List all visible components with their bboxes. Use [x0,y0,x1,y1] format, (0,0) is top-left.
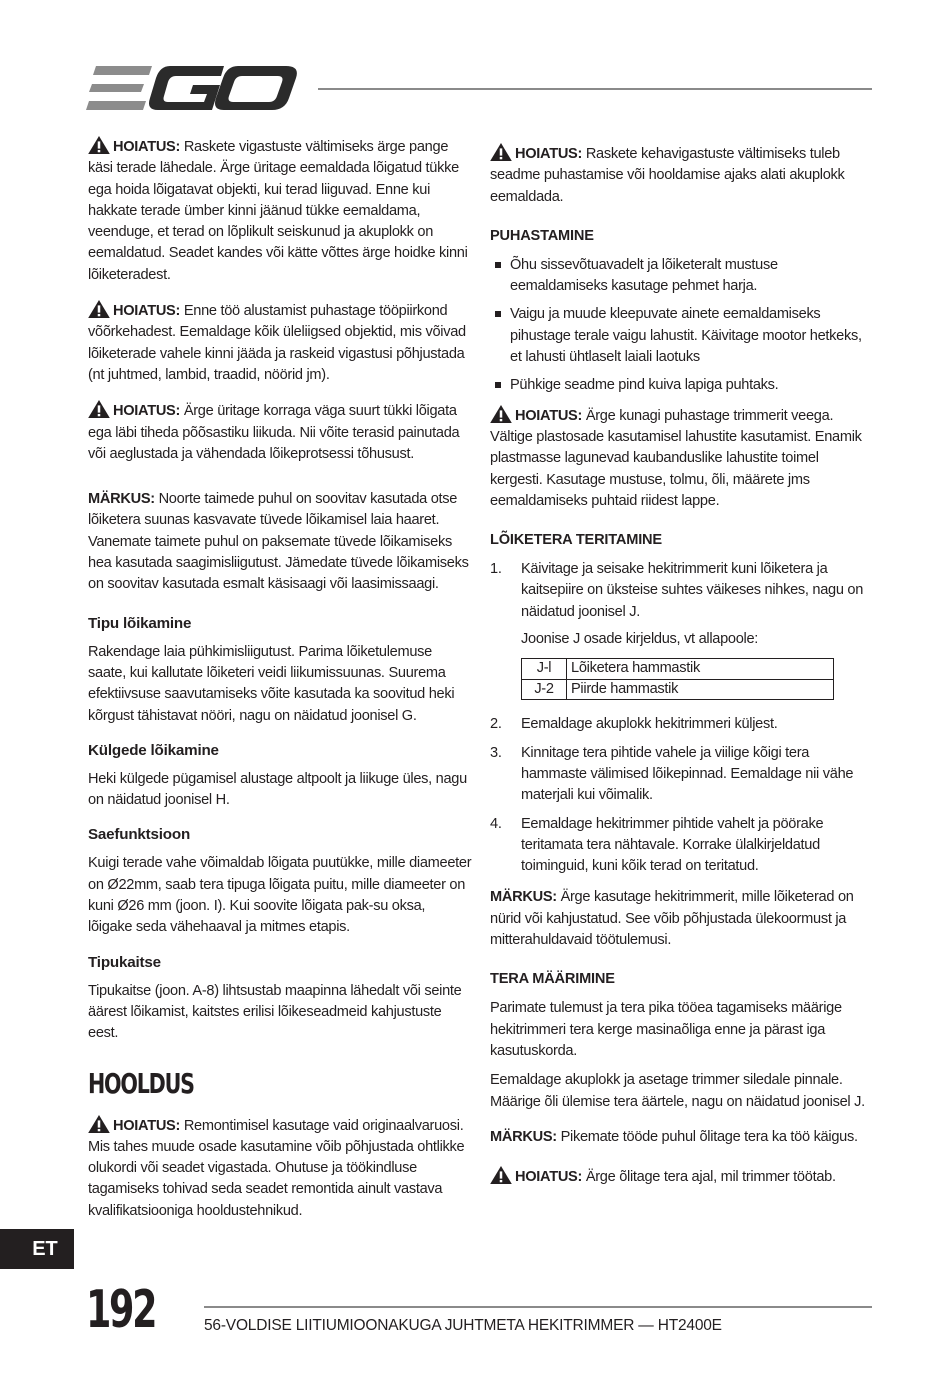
table-cell: Piirde hammastik [567,679,834,700]
warning-remove-hands [88,136,472,286]
note-label: MÄRKUS: [490,889,557,906]
page-number: 192 [86,1280,156,1340]
side-cutting-heading: Külgede lõikamine [88,741,219,759]
warning-label: HOIATUS: [515,407,583,424]
right-column [490,143,874,1202]
warning-triangle-icon [490,143,512,161]
warning-triangle-icon [88,400,110,418]
tip-cutting-heading: Tipu lõikamine [88,614,192,632]
lubrication-text-2: Eemaldage akuplokk ja asetage trimmer siledale pinnale. Määrige õli ülemise tera äärtele, nagu on näidatud joonisel J. [490,1072,865,1110]
warning-label: HOIATUS: [113,139,181,155]
table-row [522,679,834,700]
step-text: Eemaldage akuplokk hekitrimmeri küljest. [521,716,778,733]
cleaning-heading: PUHASTAMINE [490,227,594,244]
table-cell: J-2 [522,679,567,700]
note-label: MÄRKUS: [490,1128,557,1145]
step-subtext: Joonise J osade kirjeldus, vt allapoole: [521,631,759,648]
saw-function-text: Kuigi terade vahe võimaldab lõigata puutükke, mille diameeter on Ø22mm, saab tera tipuga lõigata puitu, mille diameeter on kuni Ø26 mm (joon. I). Kui soovite lõigata pak-su oksa, lõigake seda vähehaaval ja mitmes etapis. [88,855,472,936]
step-number: 3. [490,744,502,761]
note-text: Noorte taimede puhul on soovitav kasutada otse lõiketera suunas kasvavate tüvede lõikamisel laia haaret. Vanemate taimete puhul on paksemate tüvede lõikamiseks hea kasutada saagimisliigutust. Jämedate tüvede lõikamiseks on soovitav kasutada esmalt käsisaagi või laasimissaagi. [88,491,469,593]
warning-remove-battery [490,143,874,208]
warning-label: HOIATUS: [515,146,583,162]
list-item [490,714,874,735]
note-dull-blades [490,887,874,951]
cleaning-list [490,255,874,397]
list-item: Pühkige seadme pind kuiva lapiga puhtaks. [490,375,874,396]
step-text: Kinnitage tera pihtide vahele ja viilige kõigi tera hammaste välimised lõikepinnad. Eemaldage nii vähe materjali kui võimalik. [521,744,854,804]
warning-text: Ärge õlitage tera ajal, mil trimmer töötab. [582,1169,836,1186]
lubrication-text-1: Parimate tulemust ja tera pika tööea tagamiseks määrige hekitrimmeri tera kerge masinaõliga enne ja pärast iga kasutuskorda. [490,1000,842,1059]
footer-rule [204,1306,872,1308]
sharpening-steps [490,559,874,877]
parts-table [521,658,834,700]
side-cutting-text: Heki külgede pügamisel alustage altpoolt ja liikuge üles, nagu on näidatud joonisel H. [88,770,467,809]
table-cell: Lõiketera hammastik [567,659,834,680]
warning-triangle-icon [88,136,110,154]
warning-text: Raskete kehavigastuste vältimiseks tuleb seadme puhastamise või hooldamise ajaks alati akuplokk eemaldada. [490,146,845,205]
warning-text: Remontimisel kasutage vaid originaalvaruosi. Mis tahes muude osade kasutamine võib põhjustada ohtlikke olukordi või seadet vigastada. Ohutuse ja töökindluse tagamiseks tohivad seda seadet remontida ainult vastava kvalifikatsiooniga hooldustehnikud. [88,1117,465,1219]
note-label: MÄRKUS: [88,491,155,508]
table-row [522,659,834,680]
language-tab: ET [0,1229,74,1269]
warning-text: Raskete vigastuste vältimiseks ärge pange käsi terade lähedale. Ärge üritage eemaldada lõigatud tükke ega hoida lõigatavat objekti, kui terad liiguvad. Enne kui hakkate terade ümber kinni jäänud tükke eemaldama, veenduge, et terad on lõplikult seiskunud ja akuplokk on eemaldatud. Seadet kandes või kätte võttes ärge hoidke kinni lõiketeradest. [88,139,468,283]
note-text: Ärge kasutage hekitrimmerit, mille lõiketerad on nürid või kahjustatud. See võib põhjustada ülekoormust ja mitterahuldavaid töötulemusi. [490,889,854,949]
warning-original-parts [88,1115,472,1222]
warning-label: HOIATUS: [515,1169,583,1186]
saw-function-heading: Saefunktsioon [88,826,191,844]
header-rule [318,88,872,90]
list-item [490,814,874,878]
list-item: Õhu sissevõtuavadelt ja lõiketeralt mustuse eemaldamiseks kasutage pehmet harja. [490,255,874,298]
step-text: Käivitage ja seisake hekitrimmerit kuni lõiketera ja kaitsepiire on üksteise suhtes väikeses nihkes, nagu on näidatud joonisel J. [521,561,864,620]
warning-large-pieces [88,400,472,465]
warning-clear-area [88,300,472,386]
warning-text: Ärge kunagi puhastage trimmerit veega. Vältige plastosade kasutamisel lahustite kasutamist. Enamik plastmasse lagunevad kaubanduslike lahustite toimel kergesti. Kasutage mustuse, tolmu, õli, määrete jms eemaldamiseks puhtaid riidest lappe. [490,407,862,509]
warning-label: HOIATUS: [113,1117,181,1134]
warning-triangle-icon [490,405,512,423]
left-column [88,136,472,1236]
note-long-work [490,1127,874,1148]
note-young-plants [88,489,472,595]
warning-no-water [490,405,874,512]
table-cell: J-l [522,659,567,680]
tip-cutting-text: Rakendage laia pühkimisliigutust. Parima lõiketulemuse saate, kui kallutate lõiketeri veidi liikumissuunas. Suurema efektiivsuse saavutamiseks võite kasutada ka soovitud heki kõrgust tähistavat nööri, nagu on näidatud joonisel G. [88,643,455,724]
warning-label: HOIATUS: [113,403,181,420]
warning-label: HOIATUS: [113,303,181,320]
warning-triangle-icon [490,1166,512,1184]
ego-logo [86,64,298,112]
lubrication-heading: TERA MÄÄRIMINE [490,971,615,988]
sharpening-heading: LÕIKETERA TERITAMINE [490,532,662,549]
tip-guard-text: Tipukaitse (joon. A-8) lihtsustab maapinna lähedalt või seinte äärest lõikamist, kaitstes erilisi lõikeseadmeid kahjustuste eest. [88,982,462,1042]
warning-triangle-icon [88,300,110,318]
warning-triangle-icon [88,1115,110,1133]
warning-text: Enne töö alustamist puhastage tööpiirkond võõrkehadest. Eemaldage kõik üleliigsed objektid, mis võivad lõiketerade vahele kinni jääda ja raskeid vigastusi põhjustada (nt juhtmed, lambid, traadid, nöörid jm). [88,303,466,383]
tip-guard-heading: Tipukaitse [88,953,161,971]
step-number: 2. [490,716,502,733]
list-item: Vaigu ja muude kleepuvate ainete eemaldamiseks pihustage terale vaigu lahustit. Käivitage mootor hetkeks, et lahusti ühtlaselt laiali laotuks [490,304,874,368]
list-item [490,559,874,700]
note-text: Pikemate tööde puhul õlitage tera ka töö käigus. [556,1128,858,1145]
warning-text: Ärge üritage korraga väga suurt tükki lõigata ega läbi tiheda põõsastiku liikuda. Nii võite terasid painutada või aeglustada ja vähendada lõikeprotsessi tõhusust. [88,403,460,462]
step-text: Eemaldage hekitrimmer pihtide vahelt ja pöörake teritamata tera nähtavale. Korrake ülalkirjeldatud toiminguid, kuni kõik terad on teritatud. [521,815,824,875]
list-item [490,743,874,807]
warning-no-oil-running [490,1166,874,1188]
step-number: 1. [490,561,502,578]
step-number: 4. [490,815,502,832]
maintenance-heading: HOOLDUS [88,1066,194,1100]
footer-title: 56-VOLDISE LIITIUMIOONAKUGA JUHTMETA HEKITRIMMER — HT2400E [204,1317,722,1334]
